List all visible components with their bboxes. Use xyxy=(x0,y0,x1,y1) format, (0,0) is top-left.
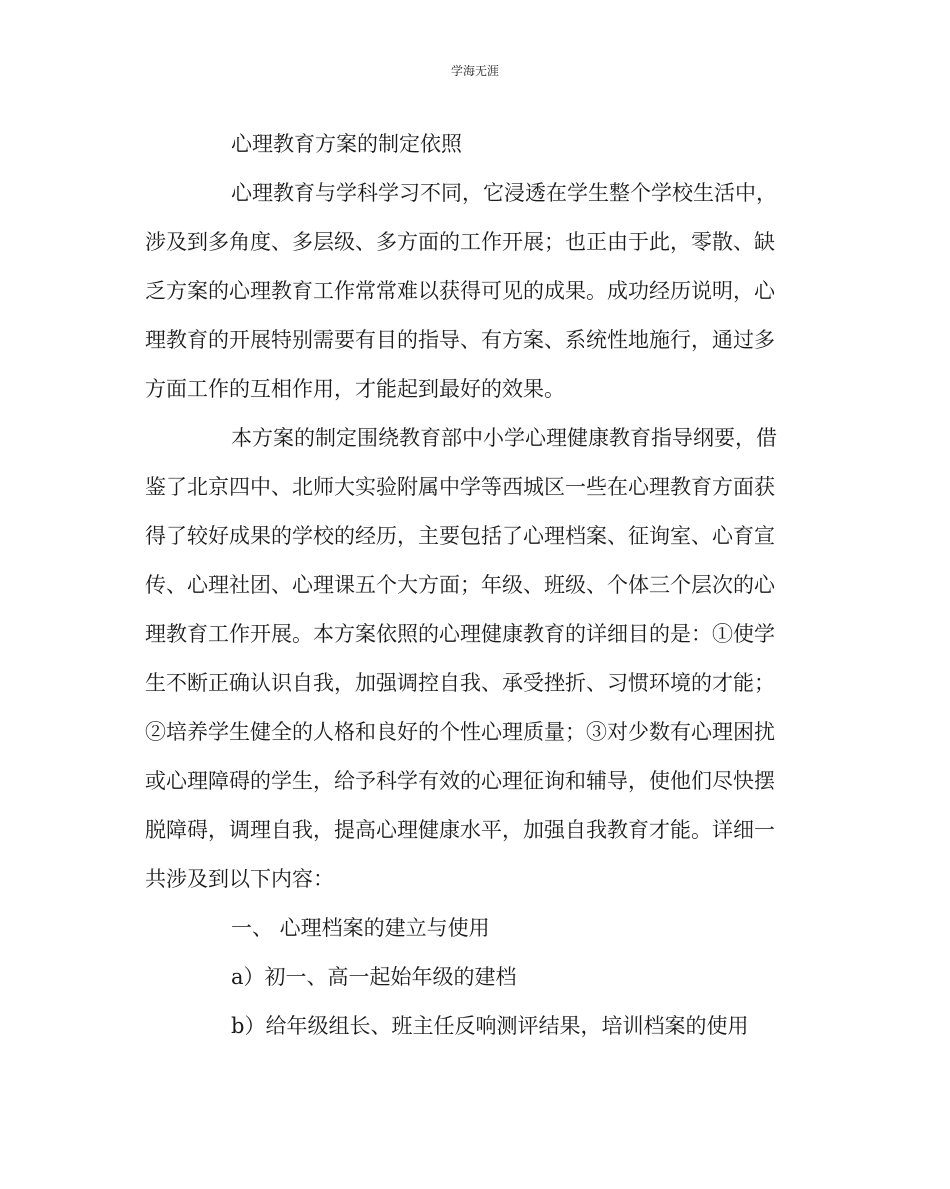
paragraph-line: ②培养学生健全的人格和良好的个性心理质量；③对少数有心理困扰 xyxy=(145,720,775,744)
page-header: 学海无涯 xyxy=(450,64,499,78)
paragraph-line: 或心理障碍的学生，给予科学有效的心理征询和辅导，使他们尽快摆 xyxy=(145,769,775,793)
paragraph-line: 共涉及到以下内容： xyxy=(145,867,334,891)
paragraph-line: 传、心理社团、心理课五个大方面；年级、班级、个体三个层次的心 xyxy=(145,573,775,597)
paragraph-line: 理教育的开展特别需要有目的指导、有方案、系统性地施行，通过多 xyxy=(145,328,775,352)
list-item: b）给年级组长、班主任反响测评结果，培训档案的使用 xyxy=(231,1014,749,1038)
section-heading: 一、 心理档案的建立与使用 xyxy=(231,916,490,940)
paragraph-line: 得了较好成果的学校的经历，主要包括了心理档案、征询室、心育宣 xyxy=(145,524,775,548)
document-title: 心理教育方案的制定依照 xyxy=(231,132,462,156)
document-body xyxy=(145,129,813,1060)
paragraph-line: 本方案的制定围绕教育部中小学心理健康教育指导纲要，借 xyxy=(231,426,777,450)
paragraph-line: 理教育工作开展。本方案依照的心理健康教育的详细目的是：①使学 xyxy=(145,622,775,646)
paragraph-line: 生不断正确认识自我，加强调控自我、承受挫折、习惯环境的才能； xyxy=(145,671,775,695)
paragraph-line: 鉴了北京四中、北师大实验附属中学等西城区一些在心理教育方面获 xyxy=(145,475,775,499)
paragraph-line: 方面工作的互相作用，才能起到最好的效果。 xyxy=(145,377,565,401)
paragraph-line: 脱障碍，调理自我，提高心理健康水平，加强自我教育才能。详细一 xyxy=(145,818,775,842)
list-item: a）初一、高一起始年级的建档 xyxy=(231,965,517,989)
paragraph-line: 涉及到多角度、多层级、多方面的工作开展；也正由于此，零散、缺 xyxy=(145,230,775,254)
paragraph-line: 心理教育与学科学习不同，它浸透在学生整个学校生活中， xyxy=(231,181,777,205)
paragraph-line: 乏方案的心理教育工作常常难以获得可见的成果。成功经历说明，心 xyxy=(145,279,775,303)
